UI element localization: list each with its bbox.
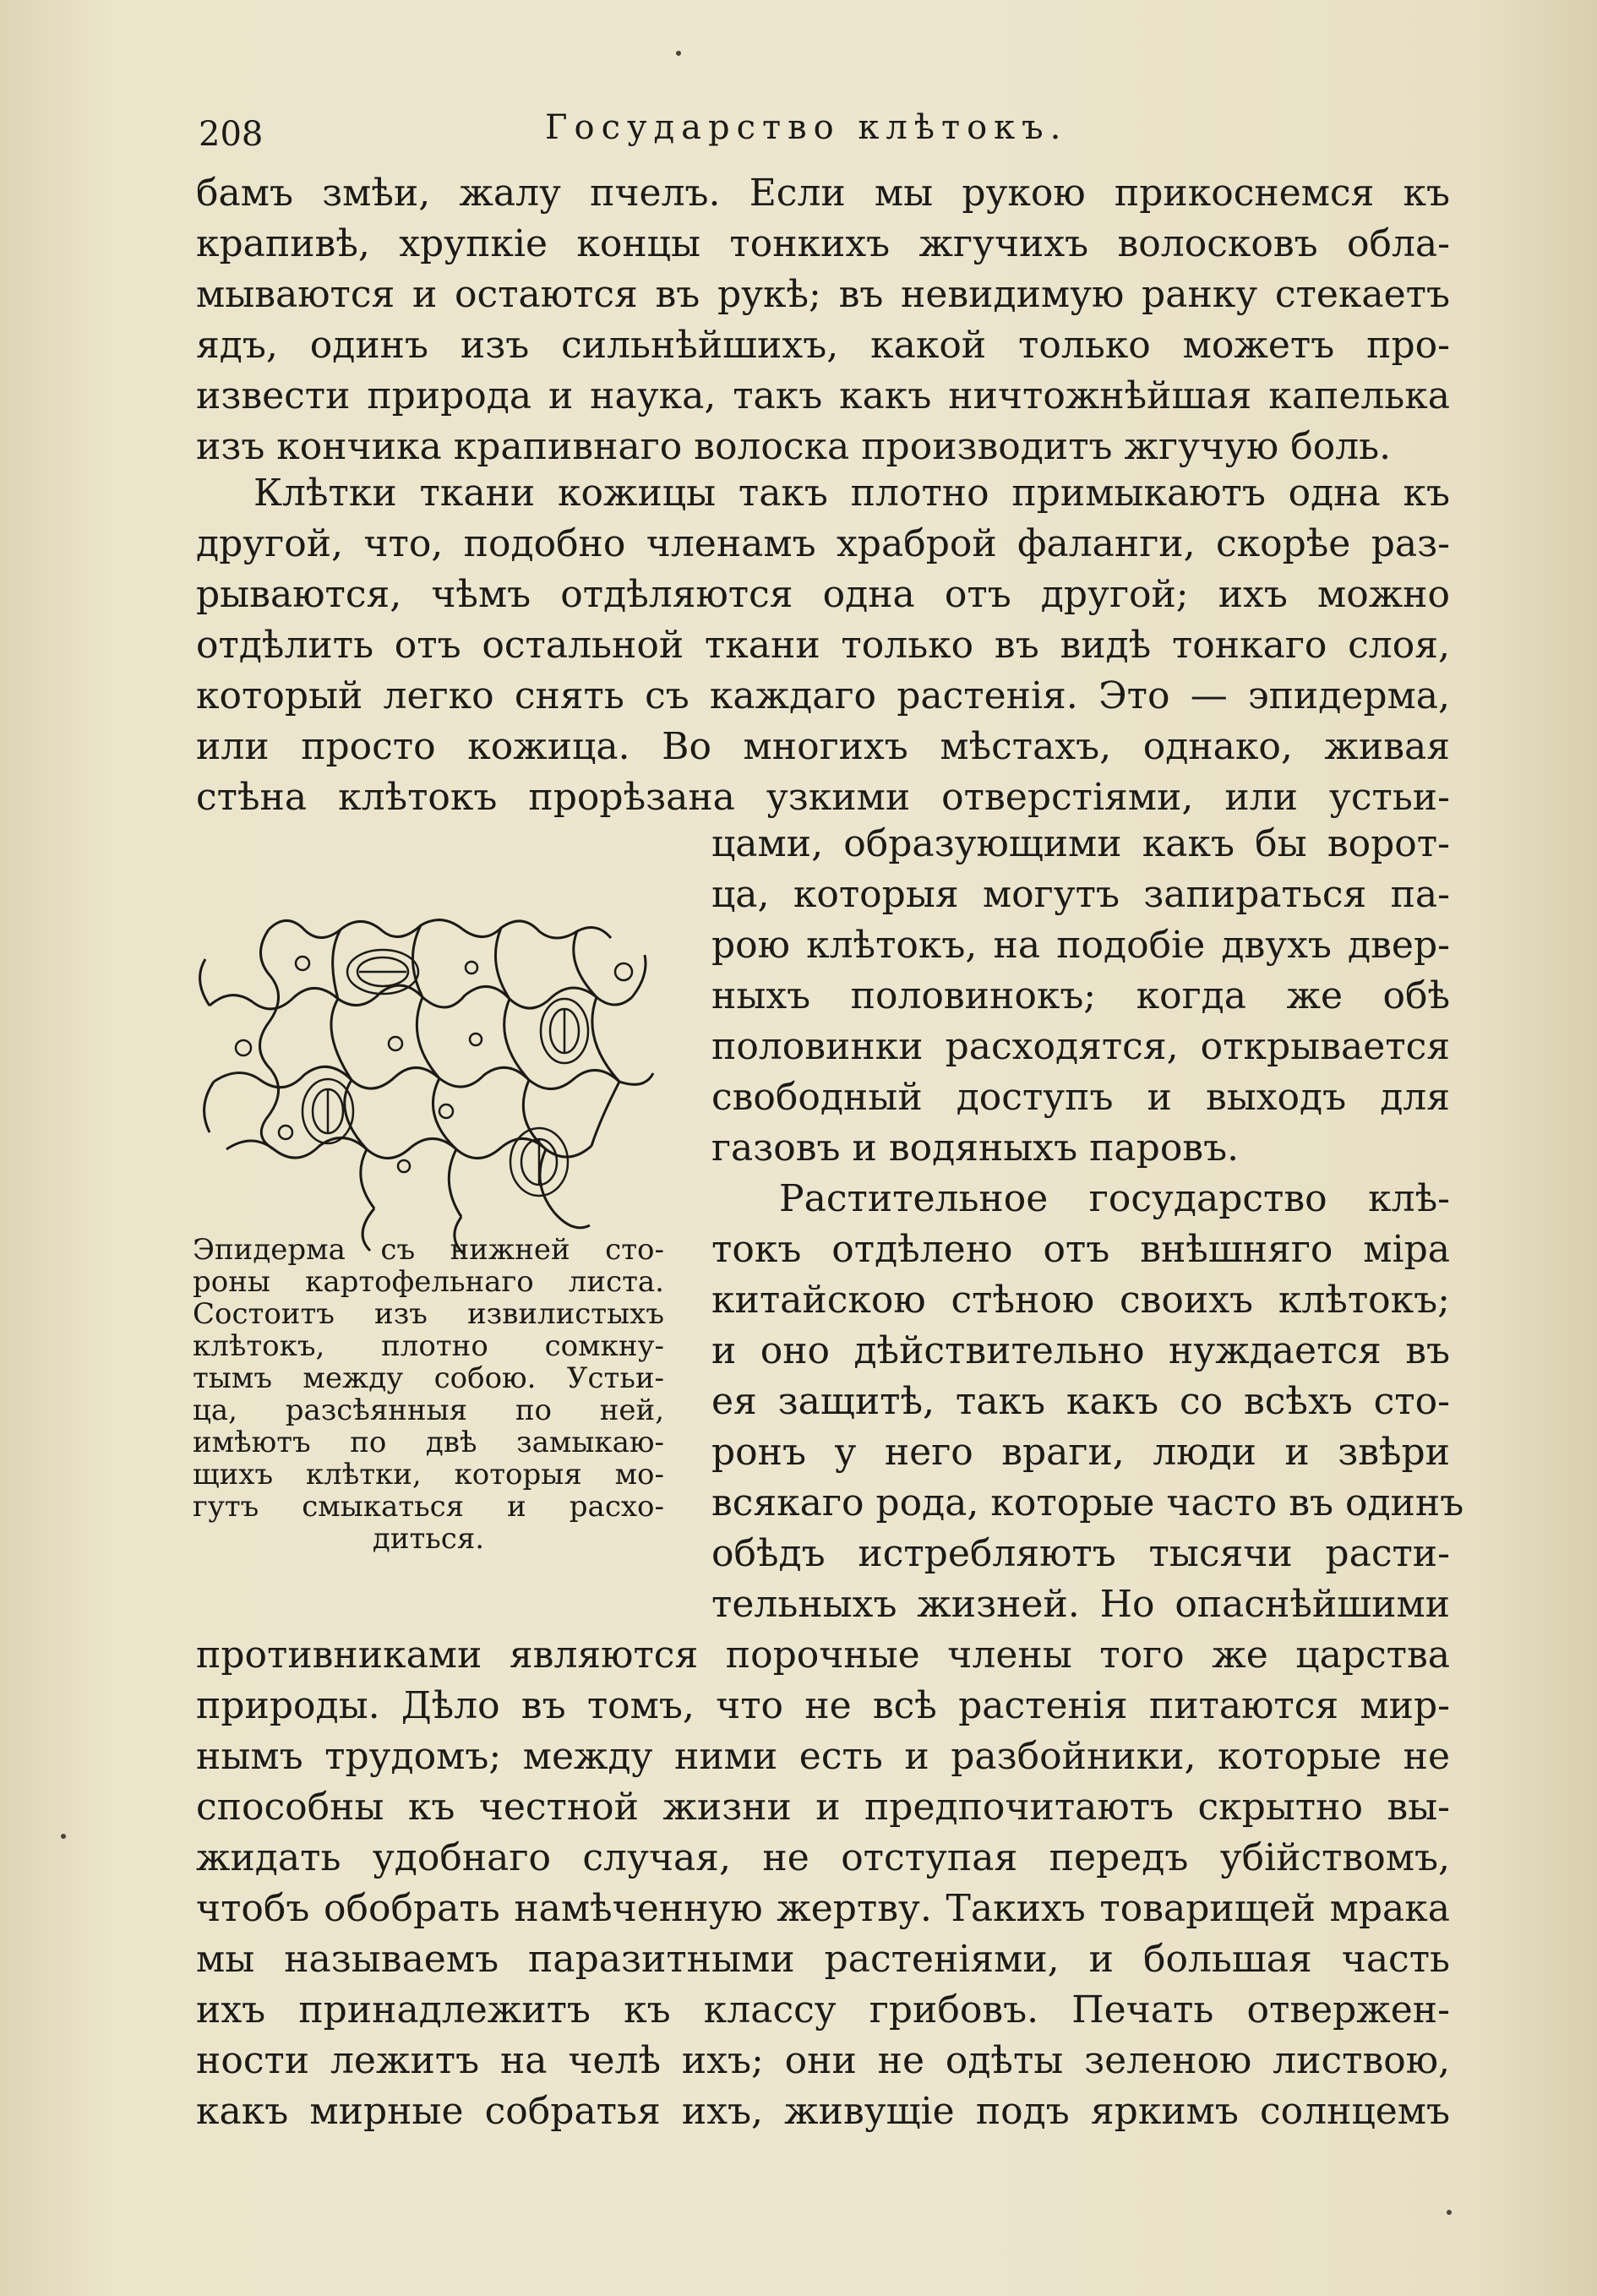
text-line: жидать удобнаго случая, не отступая передъ убійствомъ, bbox=[196, 1836, 1450, 1879]
text-line: мываются и остаются въ рукѣ; въ невидимую ранку стекаетъ bbox=[196, 273, 1450, 316]
text-line: половинки расходятся, открывается bbox=[711, 1025, 1450, 1068]
caption-line: ца, разсѣянныя по ней, bbox=[193, 1393, 664, 1427]
text-line: природы. Дѣло въ томъ, что не всѣ растенія питаются мир- bbox=[196, 1684, 1450, 1727]
paper-speck bbox=[1447, 2210, 1452, 2215]
page-number: 208 bbox=[199, 115, 264, 154]
text-line: и оно дѣйствительно нуждается въ bbox=[711, 1329, 1450, 1372]
text-line: или просто кожица. Во многихъ мѣстахъ, однако, живая bbox=[196, 725, 1450, 768]
text-line: какъ мирные собратья ихъ, живущіе подъ яркимъ солнцемъ bbox=[196, 2090, 1450, 2133]
text-line: способны къ честной жизни и предпочитаютъ скрытно вы- bbox=[196, 1786, 1450, 1829]
text-line: чтобъ обобрать намѣченную жертву. Такихъ товарищей мрака bbox=[196, 1887, 1450, 1930]
text-line: отдѣлить отъ остальной ткани только въ видѣ тонкаго слоя, bbox=[196, 624, 1450, 667]
caption-line: тымъ между собою. Устьи- bbox=[193, 1361, 664, 1395]
text-line: бамъ змѣи, жалу пчелъ. Если мы рукою прикоснемся къ bbox=[196, 172, 1450, 215]
text-line: ныхъ половинокъ; когда же обѣ bbox=[711, 974, 1450, 1017]
caption-line: имѣютъ по двѣ замыкаю- bbox=[193, 1426, 664, 1459]
text-line: который легко снять съ каждаго растенія. Это — эпидерма, bbox=[196, 674, 1450, 717]
caption-line: диться. bbox=[372, 1522, 485, 1556]
text-line: рываются, чѣмъ отдѣляются одна отъ другой; ихъ можно bbox=[196, 573, 1450, 616]
text-line: Растительное государство клѣ- bbox=[779, 1177, 1450, 1220]
epidermis-illustration bbox=[193, 879, 666, 1259]
text-line: свободный доступъ и выходъ для bbox=[711, 1076, 1450, 1119]
text-line: Клѣтки ткани кожицы такъ плотно примыкаютъ одна къ bbox=[253, 472, 1450, 515]
text-line: ронъ у него враги, люди и звѣри bbox=[711, 1431, 1450, 1474]
text-line: изъ кончика крапивнаго волоска производитъ жгучую боль. bbox=[196, 425, 1392, 468]
text-line: тельныхъ жизней. Но опаснѣйшими bbox=[711, 1583, 1450, 1626]
text-line: крапивѣ, хрупкіе концы тонкихъ жгучихъ волосковъ обла- bbox=[196, 222, 1450, 265]
text-line: всякаго рода, которые часто въ одинъ bbox=[711, 1481, 1464, 1524]
caption-line: роны картофельнаго листа. bbox=[193, 1265, 664, 1299]
page-header bbox=[199, 108, 1445, 159]
text-line: ихъ принадлежитъ къ классу грибовъ. Печать отвержен- bbox=[196, 1988, 1450, 2031]
text-line: газовъ и водяныхъ паровъ. bbox=[711, 1126, 1240, 1170]
running-title: Государство клѣтокъ. bbox=[545, 108, 1068, 147]
text-line: ядъ, одинъ изъ сильнѣйшихъ, какой только можетъ про- bbox=[196, 324, 1450, 367]
text-line: извести природа и наука, такъ какъ ничтожнѣйшая капелька bbox=[196, 374, 1450, 417]
text-line: нымъ трудомъ; между ними есть и разбойники, которые не bbox=[196, 1735, 1450, 1778]
text-line: китайскою стѣною своихъ клѣтокъ; bbox=[711, 1279, 1450, 1322]
text-line: рою клѣтокъ, на подобіе двухъ двер- bbox=[711, 924, 1450, 967]
text-line: цами, образующими какъ бы ворот- bbox=[711, 822, 1450, 865]
text-line: обѣдъ истребляютъ тысячи расти- bbox=[711, 1532, 1450, 1575]
text-line: ея защитѣ, такъ какъ со всѣхъ сто- bbox=[711, 1380, 1450, 1423]
text-line: токъ отдѣлено отъ внѣшняго міра bbox=[711, 1228, 1450, 1271]
text-line: мы называемъ паразитными растеніями, и большая часть bbox=[196, 1938, 1450, 1981]
text-line: ности лежитъ на челѣ ихъ; они не одѣты зеленою листвою, bbox=[196, 2039, 1450, 2082]
paper-speck bbox=[61, 1834, 66, 1839]
figure-caption bbox=[193, 1234, 664, 1555]
caption-line: щихъ клѣтки, которыя мо- bbox=[193, 1458, 664, 1492]
text-line: другой, что, подобно членамъ храброй фаланги, скорѣе раз- bbox=[196, 522, 1450, 565]
paper-speck bbox=[676, 51, 681, 56]
caption-line: Эпидерма съ нижней сто- bbox=[193, 1233, 664, 1267]
caption-line: клѣтокъ, плотно сомкну- bbox=[193, 1329, 664, 1363]
text-line: ца, которыя могутъ запираться па- bbox=[711, 873, 1450, 916]
text-line: стѣна клѣтокъ прорѣзана узкими отверстіями, или устьи- bbox=[196, 776, 1450, 819]
caption-line: Состоитъ изъ извилистыхъ bbox=[193, 1297, 664, 1331]
text-line: противниками являются порочные члены того же царства bbox=[196, 1633, 1450, 1677]
caption-line: гутъ смыкаться и расхо- bbox=[193, 1490, 664, 1524]
